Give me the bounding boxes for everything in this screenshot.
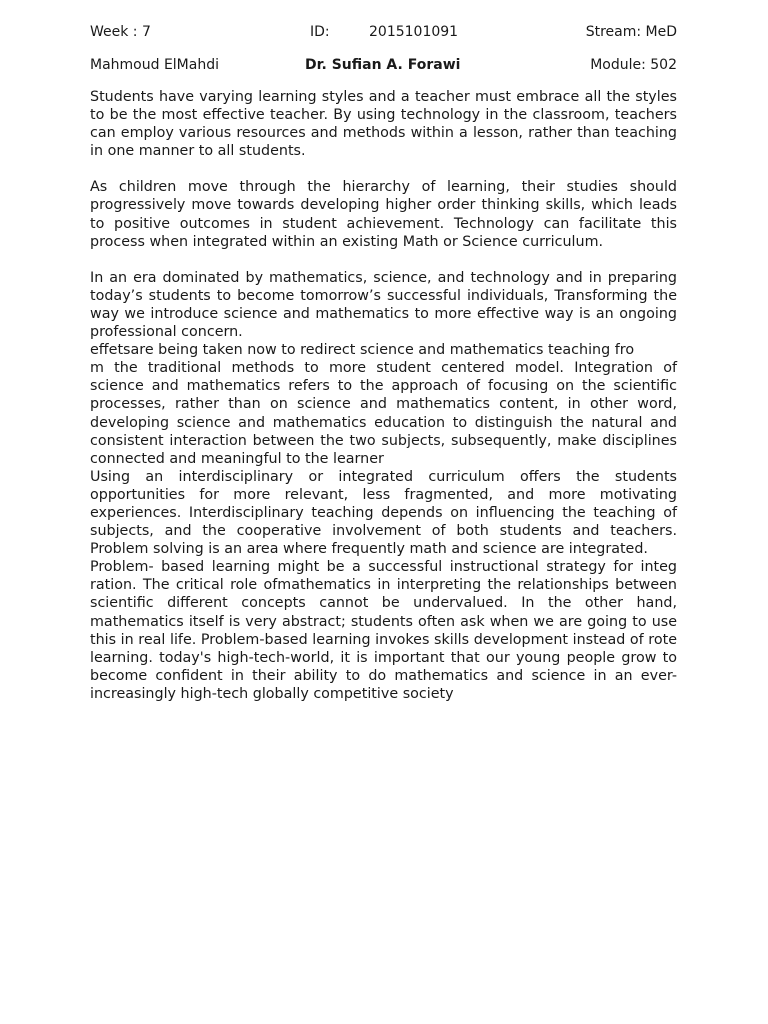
stream-label: Stream: MeD xyxy=(585,24,677,40)
body-paragraph-3: In an era dominated by mathematics, science, and technology and in preparing today’s students to become tomorrow’s successful individuals, Transforming the way we introduce science and mathematics to more effective way is an ongoing professional concern. xyxy=(90,269,677,341)
body-paragraph-6: Using an interdisciplinary or integrated curriculum offers the students opportunities for more relevant, less fragmented, and more motivating experiences. Interdisciplinary teaching depends on influencing the teaching of subjects, and the cooperative involvement of both students and teachers. Problem solving is an area where frequently math and science are integrated. xyxy=(90,468,677,558)
id-value: 2015101091 xyxy=(369,24,459,40)
body-paragraph-5: m the traditional methods to more student centered model. Integration of science and mathematics refers to the approach of focusing on the scientific processes, rather than on science and mathematics content, in other word, developing science and mathematics education to distinguish the natural and consistent interaction between the two subjects, subsequently, make disciplines connected and meaningful to the learner xyxy=(90,360,677,467)
document-page xyxy=(90,22,677,703)
id-label: ID: xyxy=(310,24,330,40)
body-paragraph-7: Problem- based learning might be a successful instructional strategy for integ ration. The critical role ofmathematics in interpreting the relationships between scientific different concepts cannot be undervalued. In the other hand, mathematics itself is very abstract; students often ask when we are going to use this in real life. Problem-based learning invokes skills development instead of rote learning. today's high-tech-world, it is important that our young people grow to become confident in their ability to do mathematics and science in an ever-increasingly high-tech globally competitive society xyxy=(90,559,677,702)
module-label: Module: 502 xyxy=(590,57,677,73)
week-label: Week : 7 xyxy=(90,24,151,40)
body-paragraph-1: Students have varying learning styles and a teacher must embrace all the styles to be the most effective teacher. By using technology in the classroom, teachers can employ various resources and methods within a lesson, rather than teaching in one manner to all students. xyxy=(90,89,677,160)
body-paragraph-4: effetsare being taken now to redirect science and mathematics teaching fro xyxy=(90,342,635,359)
student-name: Mahmoud ElMahdi xyxy=(90,57,219,73)
header-row-1 xyxy=(90,22,677,42)
instructor-name: Dr. Sufian A. Forawi xyxy=(305,57,461,73)
body-paragraph-2: As children move through the hierarchy of learning, their studies should progressively move towards developing higher order thinking skills, which leads to positive outcomes in student achievement. Technology can facilitate this process when integrated within an existing Math or Science curriculum. xyxy=(90,179,677,250)
header-row-2 xyxy=(90,55,677,75)
